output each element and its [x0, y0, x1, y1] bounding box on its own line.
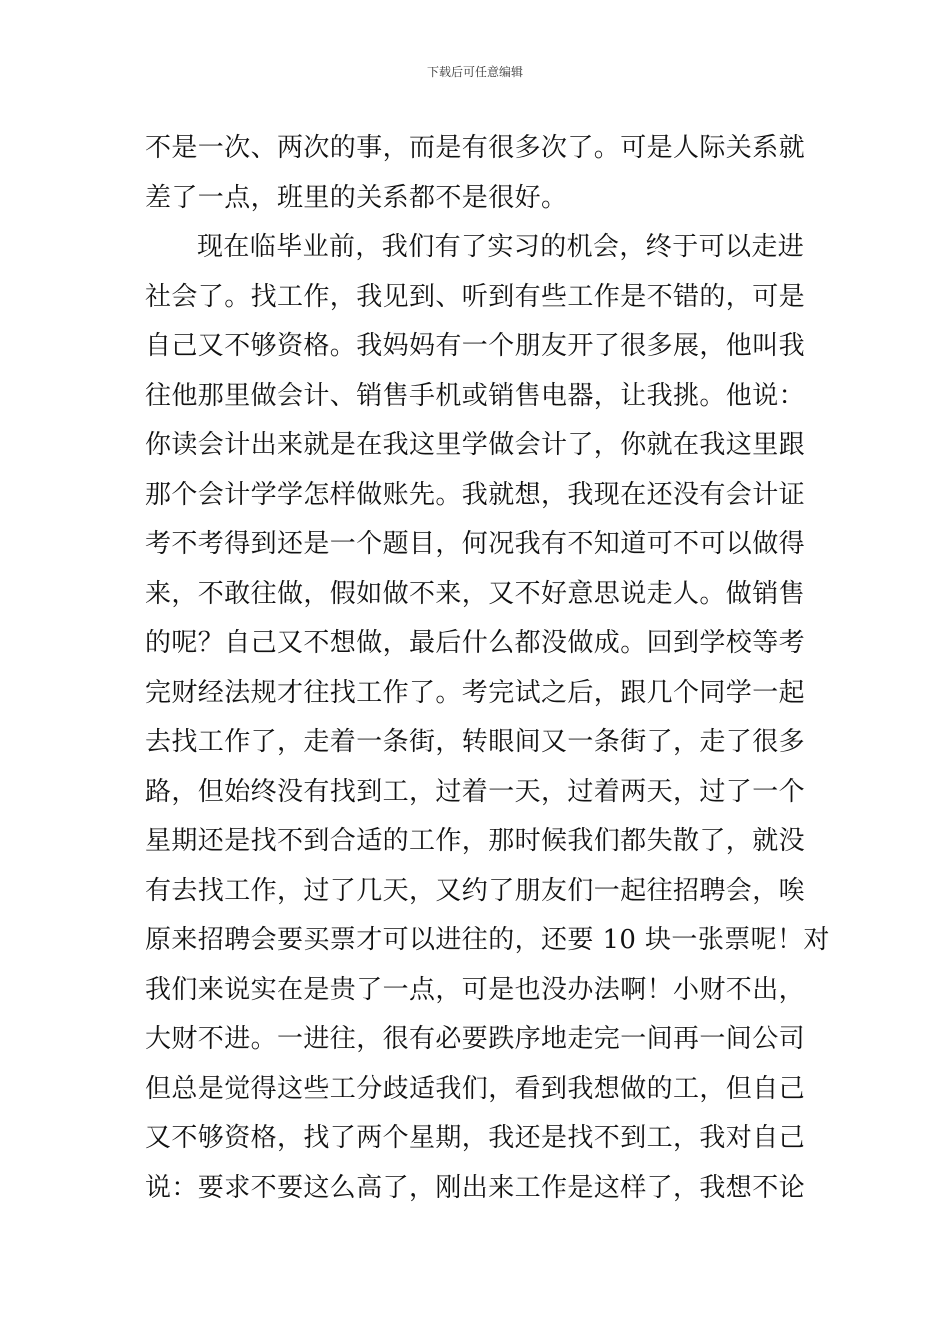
text-line: 星期还是找不到合适的工作，那时候我们都失散了，就没 — [145, 826, 806, 856]
text-line: 你读会计出来就是在我这里学做会计了，你就在我这里跟 — [145, 430, 806, 460]
text-line: 路，但始终没有找到工，过着一天，过着两天，过了一个 — [145, 776, 806, 807]
text-line: 来，不敢往做，假如做不来，又不好意思说走人。做销售 — [145, 578, 806, 609]
text-line: 的呢？自己又不想做，最后什么都没做成。回到学校等考 — [145, 628, 806, 658]
text-line: 自己又不够资格。我妈妈有一个朋友开了很多展，他叫我 — [145, 331, 806, 361]
text-line: 那个会计学学怎样做账先。我就想，我现在还没有会计证 — [145, 479, 806, 510]
document-body — [145, 124, 830, 1213]
text-line: 我们来说实在是贵了一点，可是也没办法啊！小财不出， — [145, 974, 806, 1005]
text-line: 差了一点，班里的关系都不是很好。 — [145, 182, 568, 213]
text-line: 完财经法规才往找工作了。考完试之后，跟几个同学一起 — [145, 677, 806, 708]
text-line: 原来招聘会要买票才可以进往的，还要 10 块一张票呢！对 — [145, 925, 830, 955]
text-line: 有去找工作，过了几天，又约了朋友们一起往招聘会，唉 — [145, 875, 806, 906]
text-line: 但总是觉得这些工分歧适我们，看到我想做的工，但自己 — [145, 1073, 806, 1104]
text-line: 又不够资格，找了两个星期，我还是找不到工，我对自己 — [145, 1123, 806, 1153]
paragraph-start-line: 现在临毕业前，我们有了实习的机会，终于可以走进 — [197, 232, 805, 262]
text-line: 社会了。找工作，我见到、听到有些工作是不错的，可是 — [145, 281, 806, 312]
text-line: 说：要求不要这么高了，刚出来工作是这样了，我想不论 — [145, 1172, 806, 1203]
text-line: 考不考得到还是一个题目，何况我有不知道可不可以做得 — [145, 529, 806, 559]
text-line: 不是一次、两次的事，而是有很多次了。可是人际关系就 — [145, 133, 806, 163]
text-line: 大财不进。一进往，很有必要跌序地走完一间再一间公司 — [145, 1024, 806, 1054]
page-header-note: 下载后可任意编辑 — [426, 65, 523, 79]
text-line: 去找工作了，走着一条街，转眼间又一条街了，走了很多 — [145, 727, 806, 757]
text-line: 往他那里做会计、销售手机或销售电器，让我挑。他说： — [145, 380, 806, 411]
